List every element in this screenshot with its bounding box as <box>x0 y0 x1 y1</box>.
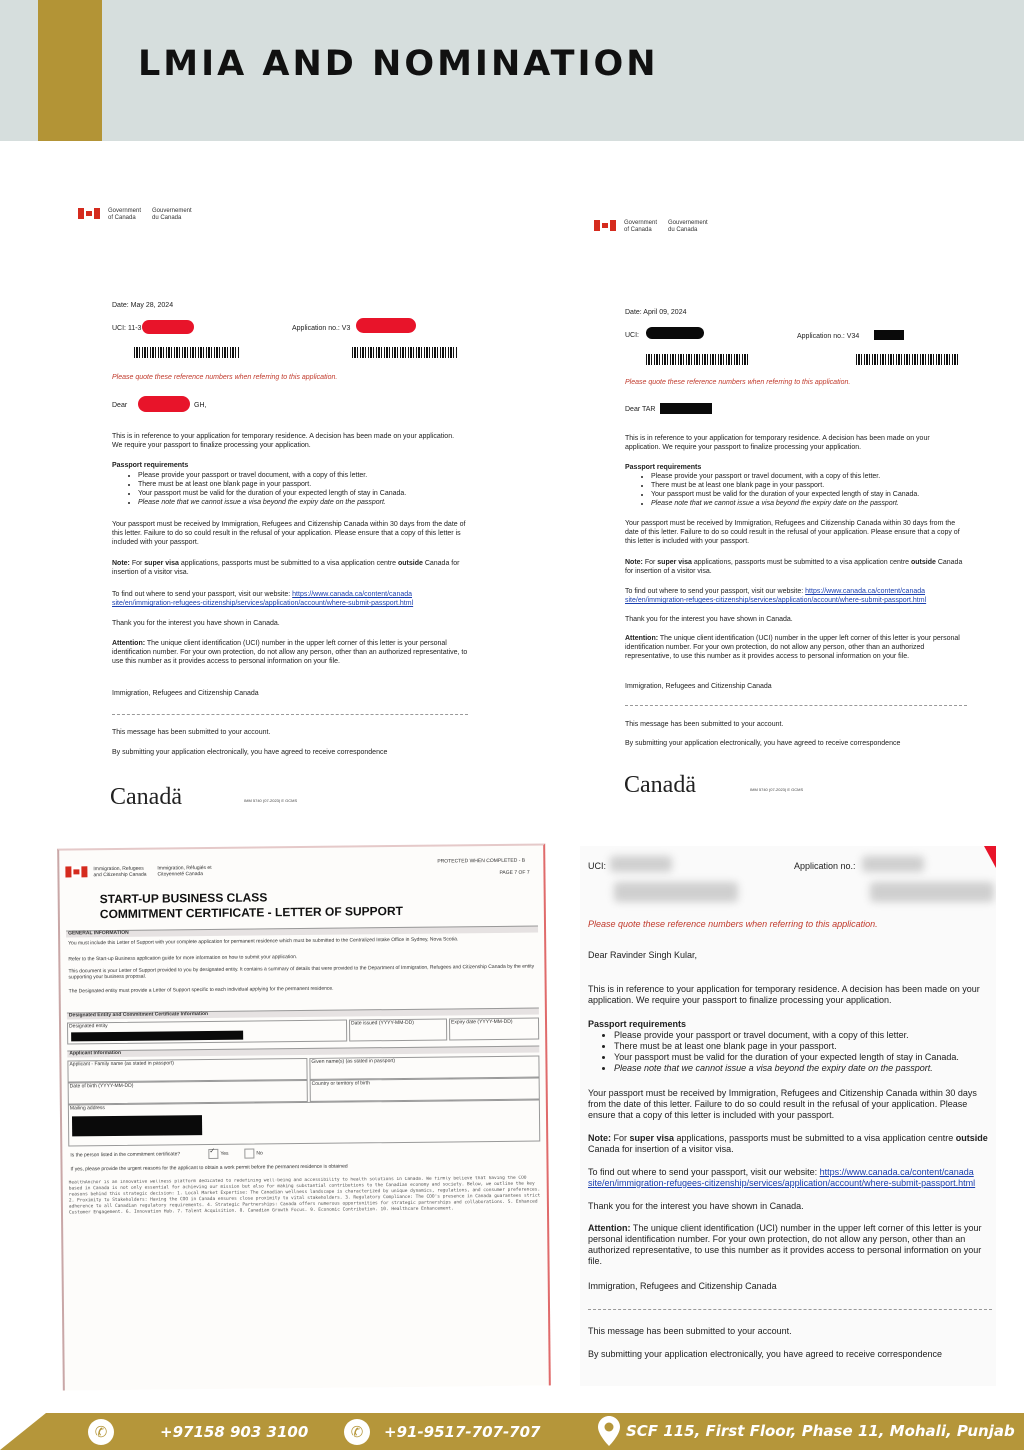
commitment-certificate: Immigration, Refugees and Citizenship Canada Immigration, Réfugiés et Citoyenneté Canada PROTECTED WHEN COMPLETED - B PAGE 7 OF 7 START-UP BUSINESS CLASS COMMITMENT CERTIFICATE - LETTER OF SUPPORT GENERAL INFORMATION You must include this Letter of Support with your complete application for permanent residence which must be submitted to the Centralized Intake Office in Sydney, Nova Scotia. Refer to the Start-up Business application guide for more information on how to submit your application. This document is your Letter of Support provided to you by designated entity. It contains a summary of details that were provided to the Department of Immigration, Refugees and Citizenship Canada by the entity supporting your business proposal. The Designated entity must provide a Letter of Support specific to each individual applying for the permanent residence. Designated Entity and Commitment Certificate Information Designated entity Date issued (YYYY-MM-DD) Expiry date (YYYY-MM-DD) Applicant Information Applicant - Family name (as stated in passport) Given name(s) (as stated in passport) Date of birth (YYYY-MM-DD) Country or territory of birth Mailing address Is the person listed in the commitment certificate? ✓ Yes No If yes, please provide the urgent reasons for the applicant to obtain a work permit before the permanent residence is obtained HealthAnchor is an innovative wellness platform dedicated to redefining well-being and accessibility to health solutions in Canada. We firmly believe that having the COO based in Canada is not only essential for achieving our mission but also for making substantial contributions to the Canadian economy and society. Below, we outline the key reasons behind this strategic decision: 1. Local Market Expertise: The Canadian wellness landscape is characterized by unique dynamics, regulations, and consumer preferences. 2. Proximity to Stakeholders: Having the COO in Canada ensures close proximity to vital stakeholders. 3. Regulatory Compliance: The COO's presence in Canada guarantees strict adherence to all Canadian regulatory requirements. 4. Strategic Partnerships: Canada offers numerous opportunities for strategic partnerships and collaborations. 5. Enhanced Customer Engagement. 6. Innovation Hub. 7. Talent Acquisition. 8. Canadian Growth Focus. 9. Economic Contribution. 10. Healthcare Enhancement. <box>57 843 551 1390</box>
expiry-date-label: Expiry date (YYYY-MM-DD) <box>450 1018 513 1026</box>
letter-may-2024 <box>70 196 490 816</box>
canada-wordmark: Canadä <box>110 784 182 810</box>
list-item: • Please note that we cannot issue a visa beyond the expiry date on the passport. <box>651 499 984 508</box>
form-code: IMM 5740 (07-2023) E GCMS <box>750 787 804 792</box>
salutation-tail: GH, <box>194 402 207 409</box>
quote-notice: Please quote these reference numbers when referring to this application. <box>112 374 338 381</box>
uci-label: UCI: <box>625 332 639 339</box>
mailing-address-label: Mailing address <box>69 1105 105 1112</box>
thank-you: Thank you for the interest you have shown in Canada. <box>112 620 280 627</box>
website-info: To find out where to send your passport, visit our website: https://www.canada.ca/content/canada site/en/immigration-refugees-citizenship/services/application/account/where-submit-passport.html <box>112 591 414 607</box>
general-info-4: The Designated entity must provide a Letter of Support specific to each individual applying for the permanent residence. <box>68 985 334 995</box>
agreed-note: By submitting your application electronically, you have agreed to receive correspondence <box>625 740 901 747</box>
phone-contact-india[interactable] <box>344 1419 541 1445</box>
gov-en: Government of Canada <box>108 208 142 221</box>
country-label: Country or territory of birth <box>311 1080 371 1087</box>
phone-contact-uae[interactable] <box>88 1419 308 1445</box>
list-item: • There must be at least one blank page in your passport. <box>651 481 984 490</box>
given-name-label: Given name(s) (as stated in passport) <box>311 1058 396 1065</box>
gov-signature: Government of Canada Gouvernement du Canada <box>594 220 714 234</box>
website-info: To find out where to send your passport, visit our website: https://www.canada.ca/content/canada site/en/immigration-refugees-citizenship/services/application/account/where-submit-passport.html <box>625 588 927 604</box>
yes-label: Yes <box>220 1150 229 1157</box>
passport-link[interactable]: https://www.canada.ca/content/canada site/en/immigration-refugees-citizenship/services/application/account/where-submit-passport.html <box>625 588 927 604</box>
passport-requirements-heading: Passport requirements <box>588 1019 687 1029</box>
paragraph-intro: This is in reference to your application for temporary residence. A decision has been made on your application. We require your passport to finalize processing your application. <box>112 433 455 449</box>
redaction-mark <box>660 403 712 414</box>
redaction-mark <box>71 1031 243 1042</box>
application-number: Application no.: V3 <box>292 325 351 332</box>
quote-notice: Please quote these reference numbers when referring to this application. <box>588 919 878 929</box>
attention-note: Attention: The unique client identification (UCI) number in the upper left corner of this letter is your personal identification number. For your own protection, do not allow any person, other than an authorized representative, to use this number as it provides access to personal information on your file. <box>588 1223 982 1266</box>
section-entity: Designated Entity and Commitment Certificate Information <box>68 1010 209 1019</box>
redaction-mark <box>646 327 704 339</box>
family-name-label: Applicant - Family name (as stated in passport) <box>69 1060 174 1068</box>
passport-requirements-heading: Passport requirements <box>112 462 189 469</box>
protected-label: PROTECTED WHEN COMPLETED - B <box>437 857 526 865</box>
phone-number-1[interactable]: +97158 903 3100 <box>160 1423 309 1441</box>
no-label: No <box>256 1150 263 1157</box>
list-item: • Your passport must be valid for the duration of your expected length of stay in Canada. <box>651 490 984 499</box>
date-issued-label: Date issued (YYYY-MM-DD) <box>350 1019 414 1027</box>
thank-you: Thank you for the interest you have shown in Canada. <box>588 1201 804 1211</box>
list-item: • There must be at least one blank page in your passport. <box>614 1041 996 1052</box>
page-title: LMIA AND NOMINATION <box>138 44 659 84</box>
attention-note: Attention: The unique client identification (UCI) number in the upper left corner of this letter is your personal identification number. For your own protection, do not allow any person, other than an authorized representative, to use this number as it provides access to personal information on your file. <box>625 635 960 660</box>
note-super-visa: Note: For super visa applications, passports must be submitted to a visa application centre outside Canada for insertion of a visitor visa. <box>625 559 963 575</box>
attention-note: Attention: The unique client identification (UCI) number in the upper left corner of this letter is your personal identification number. For your own protection, do not allow any person, other than an authorized representative, to use this number as it provides access to personal information on your file. <box>112 640 468 665</box>
redaction-mark <box>72 1115 202 1136</box>
list-item: • Please note that we cannot issue a visa beyond the expiry date on the passport. <box>614 1063 996 1074</box>
list-item: • Your passport must be valid for the duration of your expected length of stay in Canada. <box>138 489 490 498</box>
gov-signature <box>78 208 198 222</box>
submitted-note: This message has been submitted to your account. <box>625 721 784 728</box>
letter-date: Date: April 09, 2024 <box>625 309 687 316</box>
certificate-title: START-UP BUSINESS CLASS COMMITMENT CERTIFICATE - LETTER OF SUPPORT <box>99 890 404 922</box>
general-info-3: This document is your Letter of Support provided to you by designated entity. It contains a summary of details that were provided to the Department of Immigration, Refugees and Citizenship Canada by the entity supporting your business proposal. <box>68 963 535 981</box>
general-info-1: You must include this Letter of Support with your complete application for permanent residence which must be submitted to the Centralized Intake Office in Sydney, Nova Scotia. <box>68 936 459 947</box>
redaction-mark <box>874 330 904 340</box>
paragraph-deadline: Your passport must be received by Immigration, Refugees and Citizenship Canada within 30 days from the date of this letter. Failure to do so could result in the refusal of your application. Please ensure that a copy of this letter is included with your passport. <box>625 520 960 545</box>
phone-icon: ✆ <box>344 1419 370 1445</box>
blurred-value <box>862 856 924 872</box>
note-super-visa: Note: For super visa applications, passports must be submitted to a visa application centre outside Canada for insertion of a visitor visa. <box>112 560 460 576</box>
agreed-note: By submitting your application electronically, you have agreed to receive correspondence <box>112 749 388 756</box>
passport-link[interactable]: https://www.canada.ca/content/canada site/en/immigration-refugees-citizenship/services/application/account/where-submit-passport.html <box>112 591 414 607</box>
submitted-note: This message has been submitted to your account. <box>588 1326 792 1336</box>
designated-entity-label: Designated entity <box>69 1023 108 1030</box>
urgent-reasons-label: If yes, please provide the urgent reasons for the applicant to obtain a work permit before the permanent residence is obtained <box>70 1163 348 1173</box>
blurred-barcode <box>614 882 738 902</box>
letter-april-2024 <box>584 206 984 798</box>
note-super-visa: Note: For super visa applications, passports must be submitted to a visa application centre outside Canada for insertion of a visitor visa. <box>588 1133 988 1154</box>
list-item: • There must be at least one blank page in your passport. <box>138 480 490 489</box>
canada-flag-icon <box>65 866 87 877</box>
canada-wordmark: Canadä <box>624 772 696 796</box>
phone-icon: ✆ <box>88 1419 114 1445</box>
canada-flag-icon <box>78 208 100 219</box>
barcode <box>134 347 240 358</box>
barcode <box>352 347 458 358</box>
paragraph-intro: This is in reference to your application for temporary residence. A decision has been made on your application. We require your passport to finalize processing your application. <box>625 435 930 451</box>
no-checkbox[interactable] <box>244 1149 254 1159</box>
requirements-list <box>112 471 490 507</box>
form-code: IMM 5740 (07-2023) E GCMS <box>244 798 298 803</box>
supporting-text: HealthAnchor is an innovative wellness platform dedicated to redefining well-being and accessibility to health solutions in Canada. We firmly believe that having the COO based in Canada is not only essential for achieving our mission but also for making substantial contributions to the Canadian economy and society. Below, we outline the key reasons behind this strategic decision: 1. Local Market Expertise: The Canadian wellness landscape is characterized by unique dynamics, regulations, and consumer preferences. 2. Proximity to Stakeholders: Having the COO in Canada ensures close proximity to vital stakeholders. 3. Regulatory Compliance: The COO's presence in Canada guarantees strict adherence to all Canadian regulatory requirements. 4. Strategic Partnerships: Canada offers numerous opportunities for strategic partnerships and collaborations. 5. Enhanced Customer Engagement. 6. Innovation Hub. 7. Talent Acquisition. 8. Canadian Growth Focus. 9. Economic Contribution. 10. Healthcare Enhancement. <box>68 1175 541 1216</box>
paragraph-intro: This is in reference to your application for temporary residence. A decision has been made on your application. We require your passport to finalize processing your application. <box>588 984 980 1005</box>
section-applicant: Applicant Information <box>69 1049 122 1057</box>
quote-notice: Please quote these reference numbers when referring to this application. <box>625 379 851 386</box>
divider <box>588 1309 992 1310</box>
salutation: Dear TAR <box>625 406 656 413</box>
signature-dept: Immigration, Refugees and Citizenship Canada <box>112 690 259 697</box>
requirements-list <box>588 1030 996 1074</box>
redaction-mark <box>138 396 190 412</box>
barcode <box>856 354 958 365</box>
address-contact[interactable] <box>598 1414 1015 1448</box>
list-item: • Please provide your passport or travel document, with a copy of this letter. <box>651 472 984 481</box>
letter-date: Date: May 28, 2024 <box>112 302 174 309</box>
office-address[interactable]: SCF 115, First Floor, Phase 11, Mohali, Punjab <box>626 1422 1015 1440</box>
requirements-list <box>625 472 984 508</box>
passport-link[interactable]: https://www.canada.ca/content/canada site/en/immigration-refugees-citizenship/services/application/account/where-submit-passport.html <box>588 1167 976 1188</box>
blurred-value <box>610 856 672 872</box>
submitted-note: This message has been submitted to your account. <box>112 729 271 736</box>
signature-dept: Immigration, Refugees and Citizenship Canada <box>625 683 772 690</box>
canada-flag-icon <box>594 220 616 231</box>
header-accent-bar <box>38 0 102 141</box>
paragraph-deadline: Your passport must be received by Immigration, Refugees and Citizenship Canada within 30 days from the date of this letter. Failure to do so could result in the refusal of your application. Please ensure that a copy of this letter is included with your passport. <box>112 521 466 546</box>
list-item: • Please note that we cannot issue a visa beyond the expiry date on the passport. <box>138 498 490 507</box>
thank-you: Thank you for the interest you have shown in Canada. <box>625 616 793 623</box>
phone-number-2[interactable]: +91-9517-707-707 <box>384 1423 541 1441</box>
dob-label: Date of birth (YYYY-MM-DD) <box>69 1082 134 1090</box>
footer-notch <box>0 1413 46 1450</box>
list-item: • Your passport must be valid for the duration of your expected length of stay in Canada. <box>614 1052 996 1063</box>
signature-dept: Immigration, Refugees and Citizenship Canada <box>588 1281 777 1291</box>
redaction-mark <box>142 320 194 334</box>
uci-label: UCI: 11-3 <box>112 325 142 332</box>
section-general: GENERAL INFORMATION <box>68 929 129 937</box>
application-number: Application no.: V34 <box>797 333 860 340</box>
application-number: Application no.: <box>794 861 856 871</box>
divider <box>112 714 468 715</box>
location-pin-icon <box>598 1416 620 1446</box>
website-info: To find out where to send your passport, visit our website: https://www.canada.ca/content/canada site/en/immigration-refugees-citizenship/services/application/account/where-submit-passport.html <box>588 1167 976 1188</box>
corner-mark <box>984 846 996 868</box>
uci-label: UCI: <box>588 861 606 871</box>
blurred-barcode <box>870 882 994 902</box>
salutation: Dear <box>112 402 128 409</box>
list-item: • Please provide your passport or travel document, with a copy of this letter. <box>138 471 490 480</box>
salutation: Dear Ravinder Singh Kular, <box>588 950 698 960</box>
listed-question: Is the person listed in the commitment certificate? <box>70 1151 181 1159</box>
divider <box>625 705 967 706</box>
paragraph-deadline: Your passport must be received by Immigration, Refugees and Citizenship Canada within 30 days from the date of this letter. Failure to do so could result in the refusal of your application. Please ensure that a copy of this letter is included with your passport. <box>588 1088 977 1120</box>
redaction-mark <box>356 318 416 333</box>
page-number: PAGE 7 OF 7 <box>499 869 530 876</box>
agreed-note: By submitting your application electronically, you have agreed to receive correspondence <box>588 1349 943 1359</box>
general-info-2: Refer to the Start-up Business application guide for more information on how to submit your application. <box>68 954 298 963</box>
passport-requirements-heading: Passport requirements <box>625 464 702 471</box>
ircc-signature: Immigration, Refugees and Citizenship Canada Immigration, Réfugiés et Citoyenneté Canada <box>65 865 217 879</box>
barcode <box>646 354 748 365</box>
gov-fr: Gouvernement du Canada <box>152 208 192 221</box>
list-item: • Please provide your passport or travel document, with a copy of this letter. <box>614 1030 996 1041</box>
letter-ravinder <box>580 846 996 1386</box>
